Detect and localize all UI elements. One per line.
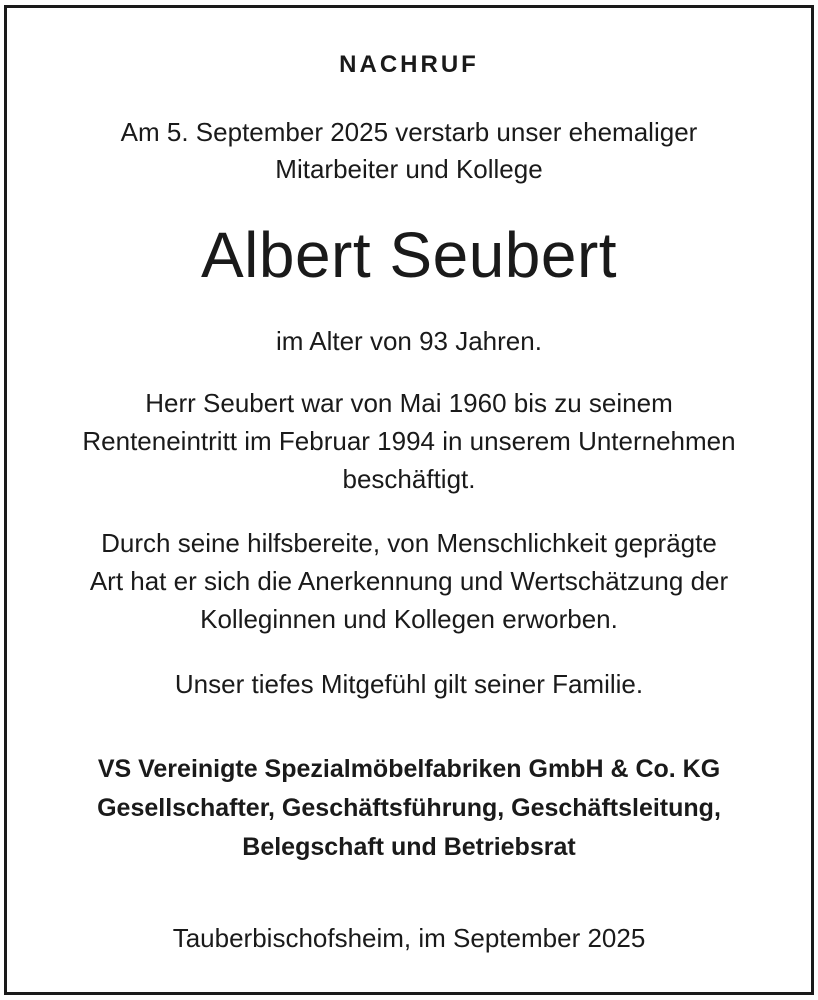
notice-heading: NACHRUF (339, 51, 479, 78)
career-line-3: beschäftigt. (342, 464, 476, 494)
company-line-2: Gesellschafter, Geschäftsführung, Geschäftsleitung, (97, 794, 721, 822)
career-line-2: Renteneintritt im Februar 1994 in unserem Unternehmen (82, 426, 736, 456)
condolence-line: Unser tiefes Mitgefühl gilt seiner Familie. (174, 669, 644, 699)
tribute-line-3: Kolleginnen und Kollegen erworben. (200, 604, 618, 634)
company-line-3: Belegschaft und Betriebsrat (242, 833, 576, 861)
intro-line-2: Mitarbeiter und Kollege (275, 154, 543, 184)
tribute-line-2: Art hat er sich die Anerkennung und Wertschätzung der (89, 566, 729, 596)
intro-line-1: Am 5. September 2025 verstarb unser ehemaliger (120, 117, 698, 147)
age-line: im Alter von 93 Jahren. (276, 326, 542, 356)
company-line-1: VS Vereinigte Spezialmöbelfabriken GmbH & Co. KG (97, 755, 721, 783)
career-line-1: Herr Seubert war von Mai 1960 bis zu seinem (145, 388, 673, 418)
obituary-notice (4, 5, 814, 995)
place-date-line: Tauberbischofsheim, im September 2025 (172, 923, 646, 953)
deceased-name: Albert Seubert (200, 219, 618, 291)
tribute-line-1: Durch seine hilfsbereite, von Menschlichkeit geprägte (101, 528, 717, 558)
